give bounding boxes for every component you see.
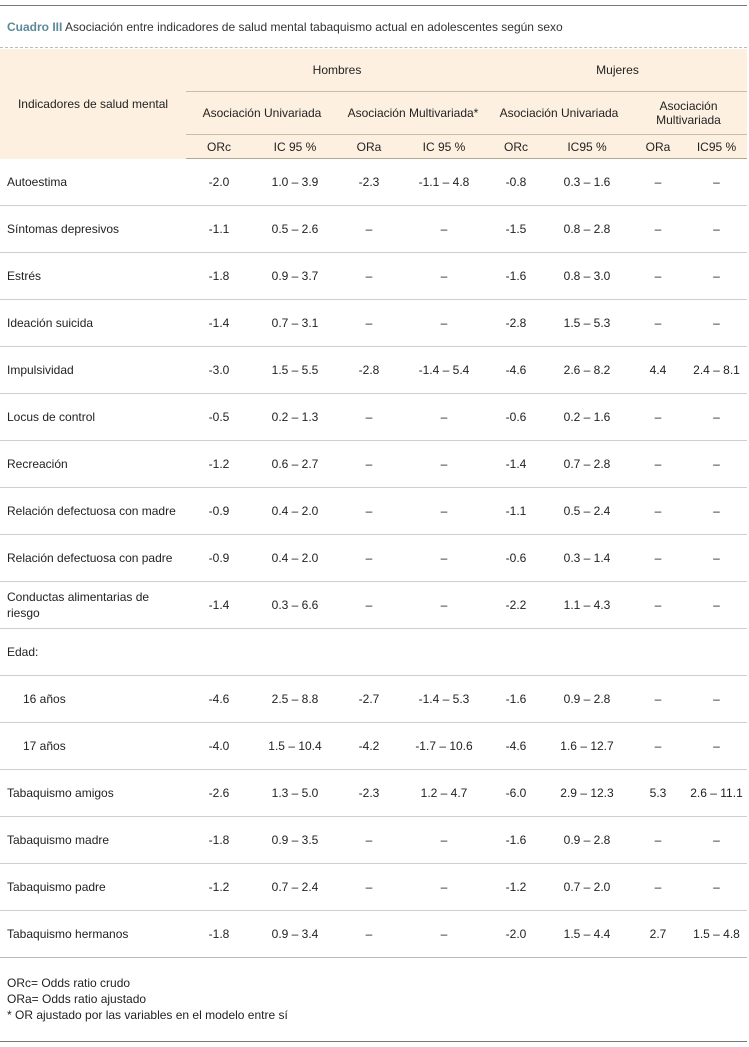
caption-label: Cuadro III [7,20,63,34]
men-multivariate-header: Asociación Multivariada* [338,92,488,135]
table-cell: 5.3 [630,770,686,817]
column-header: ORc [488,135,544,159]
table-cell: -1.4 [186,300,252,347]
note-ora: ORa= Odds ratio ajustado [7,992,147,1006]
table-cell: – [630,864,686,911]
table-cell: -1.4 [186,582,252,629]
column-header: ORc [186,135,252,159]
table-cell: -0.8 [488,159,544,206]
table-row [0,300,747,347]
row-label: Relación defectuosa con madre [0,488,186,535]
table-cell: 0.8 – 3.0 [544,253,630,300]
table-cell: -0.6 [488,535,544,582]
row-label: Autoestima [0,159,186,206]
row-label: 17 años [0,723,186,770]
table-cell: – [338,488,400,535]
table-cell: 1.6 – 12.7 [544,723,630,770]
table-cell: -1.1 [488,488,544,535]
table-cell: -2.3 [338,770,400,817]
table-cell: -1.2 [186,864,252,911]
table-row [0,159,747,206]
table-cell: 0.7 – 2.8 [544,441,630,488]
table-cell: – [400,253,488,300]
top-rule [0,5,747,6]
table-cell: – [630,723,686,770]
table-cell: 1.5 – 4.8 [686,911,747,958]
table-cell: 0.4 – 2.0 [252,488,338,535]
table-row [0,629,747,676]
table-cell: – [400,817,488,864]
table-cell: 0.3 – 6.6 [252,582,338,629]
table-cell: -2.0 [186,159,252,206]
table-cell: 0.7 – 3.1 [252,300,338,347]
table-cell: – [338,535,400,582]
column-header: IC95 % [686,135,747,159]
table-cell: 2.6 – 11.1 [686,770,747,817]
table-cell: – [630,441,686,488]
row-label: Tabaquismo padre [0,864,186,911]
row-label: Tabaquismo madre [0,817,186,864]
table-cell: -1.8 [186,817,252,864]
table-cell: 0.2 – 1.6 [544,394,630,441]
table-row [0,535,747,582]
table-cell: – [400,206,488,253]
table-row [0,253,747,300]
table-cell: 0.5 – 2.6 [252,206,338,253]
column-header: IC 95 % [252,135,338,159]
row-label: Estrés [0,253,186,300]
table-cell: 0.9 – 3.4 [252,911,338,958]
table-cell: -1.8 [186,253,252,300]
men-header: Hombres [186,49,488,92]
table-row [0,817,747,864]
table-cell [686,629,747,676]
table-cell: – [686,488,747,535]
table-cell: -2.3 [338,159,400,206]
table-cell: 0.9 – 2.8 [544,676,630,723]
table-cell: – [400,535,488,582]
row-label: Recreación [0,441,186,488]
table-cell: – [686,723,747,770]
table-cell: – [400,300,488,347]
row-label: 16 años [0,676,186,723]
table-cell: 0.7 – 2.4 [252,864,338,911]
table-cell: 0.2 – 1.3 [252,394,338,441]
table-cell: – [338,582,400,629]
table-caption [7,20,563,34]
note-orc: ORc= Odds ratio crudo [7,976,131,990]
table-row [0,582,747,629]
table-cell: 0.9 – 2.8 [544,817,630,864]
table-cell: – [400,441,488,488]
table-cell: 0.7 – 2.0 [544,864,630,911]
table-cell [400,629,488,676]
table-cell: – [686,817,747,864]
table-cell: -2.8 [338,347,400,394]
women-multivariate-header: Asociación Multivariada [630,92,747,135]
note-asterisk: * OR ajustado por las variables en el modelo entre sí [7,1008,288,1022]
table-cell: – [630,159,686,206]
table-cell: -3.0 [186,347,252,394]
caption-separator [0,47,747,48]
table-cell: – [400,911,488,958]
row-label: Ideación suicida [0,300,186,347]
table-cell: -1.8 [186,911,252,958]
table-cell: -1.4 – 5.4 [400,347,488,394]
table-cell: – [338,300,400,347]
table-cell: – [630,206,686,253]
table-cell: – [686,676,747,723]
table-cell [252,629,338,676]
column-header: ORa [338,135,400,159]
row-label: Tabaquismo amigos [0,770,186,817]
table-cell: 0.4 – 2.0 [252,535,338,582]
table-cell: -1.4 [488,441,544,488]
table-cell: – [630,253,686,300]
table-notes [7,975,288,1023]
table-row [0,206,747,253]
table-cell: – [630,394,686,441]
table-cell: – [630,582,686,629]
table-cell: -2.7 [338,676,400,723]
table-cell [186,629,252,676]
table-cell: -1.6 [488,676,544,723]
table-row [0,864,747,911]
table-cell: -1.1 [186,206,252,253]
table-cell: – [400,394,488,441]
row-label: Edad: [0,629,186,676]
table-cell: -0.9 [186,488,252,535]
table-row [0,347,747,394]
table-cell: -1.5 [488,206,544,253]
table-cell: – [400,864,488,911]
table-cell: -1.2 [186,441,252,488]
table-row [0,676,747,723]
table-cell: -2.6 [186,770,252,817]
table-cell: – [338,394,400,441]
table-cell: 2.9 – 12.3 [544,770,630,817]
table-cell: – [686,159,747,206]
table-cell: -1.6 [488,253,544,300]
table-cell: – [338,911,400,958]
table-row [0,394,747,441]
table-cell: 1.5 – 10.4 [252,723,338,770]
table-cell: – [338,864,400,911]
row-label: Tabaquismo hermanos [0,911,186,958]
table-cell: -2.8 [488,300,544,347]
table-row [0,911,747,958]
bottom-rule [0,1041,747,1042]
table-cell: -4.0 [186,723,252,770]
table-cell: 0.3 – 1.4 [544,535,630,582]
table-cell: 0.8 – 2.8 [544,206,630,253]
table-cell: -2.2 [488,582,544,629]
men-univariate-header: Asociación Univariada [186,92,338,135]
table-cell: 1.2 – 4.7 [400,770,488,817]
table-cell: – [338,817,400,864]
table-cell: -0.6 [488,394,544,441]
table-cell: -0.5 [186,394,252,441]
table-cell [338,629,400,676]
table-row [0,723,747,770]
row-label: Conductas alimentarias de riesgo [0,582,186,629]
table-cell: 1.5 – 4.4 [544,911,630,958]
table-cell: – [338,441,400,488]
table-cell: – [686,206,747,253]
table-cell: – [686,253,747,300]
table-row [0,770,747,817]
table-cell [630,629,686,676]
table-cell: 2.6 – 8.2 [544,347,630,394]
table-cell [488,629,544,676]
table-cell: – [686,582,747,629]
table-cell: 1.0 – 3.9 [252,159,338,206]
table-cell: – [686,300,747,347]
row-label: Relación defectuosa con padre [0,535,186,582]
data-table [0,49,747,958]
table-cell: -0.9 [186,535,252,582]
table-cell: 1.5 – 5.5 [252,347,338,394]
table-cell: -4.6 [488,723,544,770]
table-cell: -1.1 – 4.8 [400,159,488,206]
column-header: ORa [630,135,686,159]
table-cell: – [338,206,400,253]
table-cell: -1.2 [488,864,544,911]
women-univariate-header: Asociación Univariada [488,92,630,135]
row-label: Locus de control [0,394,186,441]
table-cell: – [686,864,747,911]
caption-text: Asociación entre indicadores de salud mental tabaquismo actual en adolescentes según sexo [65,20,563,34]
table-cell: 2.7 [630,911,686,958]
table-cell: – [630,676,686,723]
table-cell: -2.0 [488,911,544,958]
table-cell: – [630,300,686,347]
table-cell: – [630,535,686,582]
table-row [0,441,747,488]
table-cell: 1.1 – 4.3 [544,582,630,629]
table-cell: – [338,253,400,300]
row-label: Impulsividad [0,347,186,394]
table-cell: – [686,441,747,488]
table-cell: 1.5 – 5.3 [544,300,630,347]
table-cell: 0.9 – 3.5 [252,817,338,864]
table-cell: 1.3 – 5.0 [252,770,338,817]
table-cell: – [630,817,686,864]
indicator-header: Indicadores de salud mental [0,49,186,159]
table-cell: -6.0 [488,770,544,817]
table-cell: -4.2 [338,723,400,770]
table-cell: – [686,394,747,441]
table-cell: – [400,582,488,629]
column-header: IC95 % [544,135,630,159]
table-cell: – [400,488,488,535]
table-cell: -4.6 [488,347,544,394]
table-cell: 0.3 – 1.6 [544,159,630,206]
table-cell: 0.5 – 2.4 [544,488,630,535]
table-cell: – [630,488,686,535]
column-header: IC 95 % [400,135,488,159]
table-row [0,488,747,535]
table-cell [544,629,630,676]
table-cell: -1.6 [488,817,544,864]
table-cell: -4.6 [186,676,252,723]
table-cell: 4.4 [630,347,686,394]
table-cell: 2.5 – 8.8 [252,676,338,723]
table-cell: 0.9 – 3.7 [252,253,338,300]
table-cell: 0.6 – 2.7 [252,441,338,488]
women-header: Mujeres [488,49,747,92]
table-cell: -1.7 – 10.6 [400,723,488,770]
table-cell: -1.4 – 5.3 [400,676,488,723]
table-cell: – [686,535,747,582]
row-label: Síntomas depresivos [0,206,186,253]
table-cell: 2.4 – 8.1 [686,347,747,394]
